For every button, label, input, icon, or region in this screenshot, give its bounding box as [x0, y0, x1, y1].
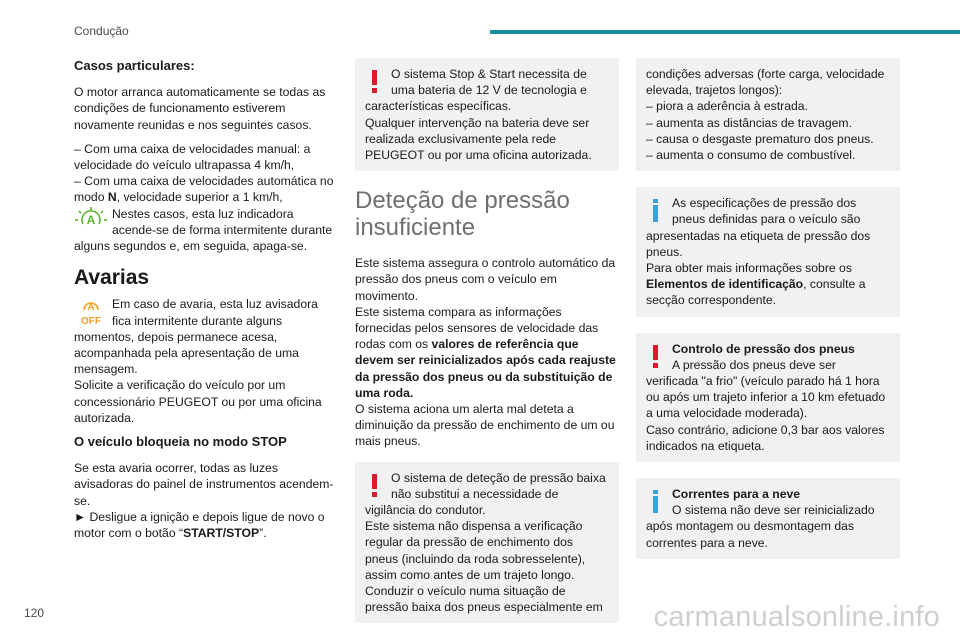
stop-paragraph-1: Se esta avaria ocorrer, todas as luzes avisadoras do painel de instrumentos acendem-se.	[74, 461, 334, 508]
casos-item-manual: – Com uma caixa de velocidades manual: a velocidade do veículo ultrapassa 4 km/h,	[74, 141, 311, 173]
stop-instruction: ► Desligue a ignição e depois ligue de novo o motor com o botão “START/STOP”.	[74, 509, 325, 541]
info-chains-text: O sistema não deve ser reinicializado após montagem ou desmontagem das correntes para a neve.	[646, 503, 875, 550]
blink-note	[74, 206, 338, 255]
warning-battery-text-1: O sistema Stop & Start necessita de uma bateria de 12 V de tecnologia e características específicas.	[365, 67, 587, 114]
svg-text:A: A	[87, 302, 95, 314]
info-note-specifications	[636, 187, 900, 316]
header-accent-bar	[490, 30, 960, 34]
detecao-paragraph-1: Este sistema assegura o controlo automático da pressão dos pneus com o veículo em movimento.	[355, 256, 616, 303]
continuation-note	[636, 58, 900, 171]
warning-pressure-text-2: Caso contrário, adicione 0,3 bar aos valores indicados na etiqueta.	[646, 422, 885, 453]
column-3	[636, 58, 900, 575]
warning-vigilancia-text-2: Este sistema não dispensa a verificação regular da pressão de enchimento dos pneus (incluindo da roda sobresselente), assim como antes de um trajeto longo.	[365, 519, 586, 582]
avaria-text-2: Solicite a verificação do veículo por um concessionário PEUGEOT ou por uma oficina autorizada.	[74, 378, 322, 425]
stop-start-off-icon	[74, 296, 108, 326]
svg-text:OFF: OFF	[81, 316, 101, 327]
stop-title: O veículo bloqueia no modo STOP	[74, 434, 287, 450]
detecao-heading: Deteção de pressão insuficiente	[355, 187, 570, 242]
continuation-item-3: – causa o desgaste prematuro dos pneus.	[646, 131, 874, 146]
warning-pressure-title: Controlo de pressão dos pneus	[672, 341, 855, 356]
avaria-note	[74, 296, 338, 377]
section-title: Condução	[74, 24, 129, 38]
warning-icon	[646, 341, 668, 371]
info-icon	[646, 486, 668, 516]
warning-pressure-text-1: A pressão dos pneus deve ser verificada "a frio" (veículo parado há 1 hora ou após um trajeto inferior a 10 km efetuado a uma velocidade moderada).	[646, 357, 886, 421]
warning-icon	[365, 470, 387, 500]
avarias-heading: Avarias	[74, 266, 150, 290]
info-note-chains	[636, 478, 900, 559]
warning-battery-text-2: Qualquer intervenção na bateria deve ser realizada exclusivamente pela rede PEUGEOT ou por uma oficina autorizada.	[365, 115, 592, 163]
continuation-item-4: – aumenta o consumo de combustível.	[646, 148, 856, 163]
casos-title: Casos particulares:	[74, 58, 195, 73]
continuation-item-1: – piora a aderência à estrada.	[646, 99, 808, 114]
column-1	[74, 58, 338, 541]
warning-note-pressure	[636, 333, 900, 462]
column-2	[355, 58, 619, 639]
warning-note-battery	[355, 58, 619, 171]
detecao-paragraph-3: O sistema aciona um alerta mal deteta a diminuição da pressão de enchimento de um ou mais pneus.	[355, 402, 615, 449]
avaria-text: Em caso de avaria, esta luz avisadora fica intermitente durante alguns momentos, depois permanece acesa, acompanhada pela apresentação de uma mensagem.	[74, 297, 318, 377]
svg-text:A: A	[86, 212, 96, 227]
info-chains-title: Correntes para a neve	[672, 487, 801, 502]
warning-note-vigilancia	[355, 462, 619, 624]
warning-icon	[365, 66, 387, 96]
info-spec-text-2: Para obter mais informações sobre os Elementos de identificação, consulte a secção correspondente.	[646, 261, 866, 308]
stop-start-green-icon	[74, 206, 108, 236]
warning-vigilancia-text-1: O sistema de deteção de pressão baixa não substitui a necessidade de vigilância do condutor.	[365, 470, 606, 518]
continuation-text: condições adversas (forte carga, velocidade elevada, trajetos longos):	[646, 67, 885, 98]
detecao-paragraph-2: Este sistema compara as informações fornecidas pelos sensores de velocidade das rodas com os valores de referência que devem ser reinicializados após cada reajuste da pressão dos pneus ou da substituição de uma roda.	[355, 304, 616, 400]
page-number: 120	[24, 606, 45, 620]
info-icon	[646, 195, 668, 225]
continuation-item-2: – aumenta as distâncias de travagem.	[646, 115, 852, 130]
casos-item-auto: – Com uma caixa de velocidades automática no modo N, velocidade superior a 1 km/h,	[74, 174, 334, 205]
info-spec-text-1: As especificações de pressão dos pneus definidas para o veículo são apresentadas na etiqueta de pressão dos pneus.	[646, 196, 871, 259]
watermark: carmanualsonline.info	[653, 601, 940, 633]
casos-paragraph: O motor arranca automaticamente se todas as condições de funcionamento estiverem novamente reunidas e nos seguintes casos.	[74, 85, 326, 132]
warning-vigilancia-text-3: Conduzir o veículo numa situação de pressão baixa dos pneus especialmente em	[365, 584, 603, 615]
blink-text: Nestes casos, esta luz indicadora acende-se de forma intermitente durante alguns segundos e, em seguida, apaga-se.	[74, 206, 333, 254]
